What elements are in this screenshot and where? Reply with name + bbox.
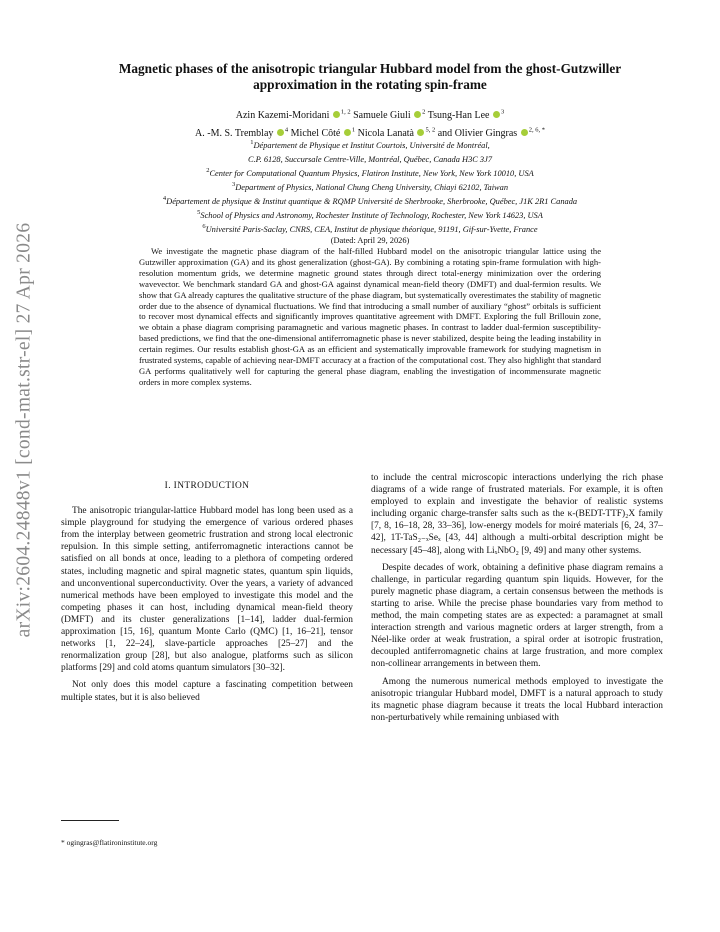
affiliation-text: School of Physics and Astronomy, Rochester Institute of Technology, Rochester, New York 14623, USA: [200, 210, 543, 220]
author-affil-marker: 1, 2: [340, 109, 351, 116]
orcid-icon[interactable]: [521, 129, 528, 136]
affiliation-marker: 3: [231, 181, 236, 188]
orcid-icon[interactable]: [417, 129, 424, 136]
orcid-icon[interactable]: [414, 111, 421, 118]
affiliation: [60, 137, 680, 151]
author-name: A. -M. S. Tremblay: [195, 127, 274, 139]
arxiv-stamp-text: arXiv:2604.24848v1 [cond-mat.str-el] 27 Apr 2026: [13, 222, 34, 638]
author-affil-marker: 4: [284, 126, 289, 134]
affiliation-marker: 1: [250, 139, 254, 146]
author: [236, 110, 353, 121]
intro-paragraph-2: Not only does this model capture a fascinating competition between multiple states, but it is also believed: [61, 680, 353, 703]
affiliation: [60, 165, 680, 179]
affiliation-marker: 6: [202, 223, 206, 230]
arxiv-stamp: [2, 210, 46, 650]
author: [353, 110, 428, 121]
affiliation: [60, 193, 680, 207]
orcid-icon[interactable]: [333, 111, 340, 118]
orcid-icon[interactable]: [344, 129, 351, 136]
author-name: Nicola Lanatà: [357, 127, 414, 139]
affiliation: [60, 221, 680, 235]
intro-paragraph-continued: to include the central microscopic interactions underlying the rich phase diagrams of a wide range of frustrated materials. For example, it is often employed to explain and investigate the behavior of realistic systems including organic charge-transfer salts such as the κ-(BEDT-TTF)₂X family [7, 8, 16–18, 28, 33–36], low-energy models for moiré materials [6, 24, 37–42], 1T-TaS₂₋ₓSeₓ [43, 44] although a multi-orbital description might be necessary [45–48], along with LiₓNbO₂ [9, 49] and many other systems.: [371, 473, 663, 556]
intro-paragraph-3: Despite decades of work, obtaining a definitive phase diagram remains a challenge, in particular regarding quantum spin liquids. However, for the purely magnetic phase diagram, a certain consensus between the methods is starting to arise. While the precise phase boundaries vary from method to method, the main competing states are as expected: a paramagnet at small interaction strength and various magnetic orders at larger strength, from a Néel-like order at weak frustration, a spiral order at isotropic frustration, decoupled antiferromagnetic chains at large frustration, and more complex non-collinear arrangements in between them.: [371, 562, 663, 670]
affiliation: [60, 179, 680, 193]
paper-title: Magnetic phases of the anisotropic triangular Hubbard model from the ghost-Gutzwiller approximation in the rotating spin-frame: [118, 61, 622, 92]
affiliation-text: Center for Computational Quantum Physics, Flatiron Institute, New York, New York 10010, USA: [209, 168, 534, 178]
right-column: [371, 472, 663, 724]
author-list: [80, 106, 660, 141]
author-affil-marker: 3: [500, 109, 505, 116]
intro-paragraph-4: Among the numerous numerical methods employed to investigate the anisotropic triangular Hubbard model, DMFT is a natural approach to study its magnetic phase diagram because it treats the local Hubbard interaction non-perturbatively while remaining unbiased with: [371, 676, 663, 723]
author-affil-marker: 1: [351, 126, 356, 134]
author-affil-marker: 2, 6, *: [528, 126, 545, 134]
author-name: Samuele Giuli: [353, 110, 411, 122]
author-affil-marker: 2: [422, 109, 426, 116]
orcid-icon[interactable]: [493, 111, 500, 118]
footnote-email: * ogingras@flatironinstitute.org: [61, 838, 158, 847]
author-line: [80, 106, 660, 123]
orcid-icon[interactable]: [277, 129, 284, 136]
affiliation: [60, 207, 680, 221]
author-affil-marker: 5, 2: [425, 126, 436, 134]
footnote-rule: [61, 820, 119, 821]
affiliation-text: Université Paris-Saclay, CNRS, CEA, Institut de physique théorique, 91191, Gif-sur-Yvette, France: [205, 224, 538, 234]
author-separator: and: [435, 127, 455, 139]
affiliation-text: Département de Physique et Institut Courtois, Université de Montréal,: [253, 140, 490, 150]
author: [428, 110, 505, 121]
affiliation-marker: 5: [197, 209, 201, 216]
affiliation: [60, 151, 680, 165]
section-heading: I. INTRODUCTION: [164, 481, 250, 491]
abstract: We investigate the magnetic phase diagram of the half-filled Hubbard model on the anisotropic triangular lattice using the Gutzwiller approximation (GA) and its ghost generalization (ghost-GA). By combining a rotating spin-frame formulation with high-resolution momentum grids, we determine magnetic ground states through direct total-energy minimization over the ordering wavevector. We benchmark standard GA and ghost-GA against dynamical mean-field theory (DMFT) and dual-fermion results. We show that GA already captures the qualitative structure of the phase diagram, but systematically overestimates the stability of magnetic order due to the absence of dynamical fluctuations. We find that introducing a small number of auxiliary “ghost” orbitals is sufficient to recover most dynamical effects and significantly improves quantitative agreement with DMFT. Exploring the full Brillouin zone, we obtain a phase diagram comprising paramagnetic and various magnetic phases. In contrast to ladder dual-fermion susceptibility-based predictions, we find that the one-dimensional antiferromagnetic phase is never stabilized, despite being the leading instability in certain regimes. Our results establish ghost-GA as an efficient and systematically improvable framework for studying magnetism in frustrated systems, capable of achieving near-DMFT accuracy at a fraction of the computational cost. They also highlight that standard GA performs qualitatively well for capturing the general phase diagram, enabling the investigation of incommensurate magnetic orders in more complex systems.: [139, 246, 601, 387]
intro-paragraph-1: The anisotropic triangular-lattice Hubbard model has long been used as a simple playground for studying the emergence of various ordered phases from the interplay between geometric frustration and strong local electronic repulsion. In this simple setting, antiferromagnetic interactions cannot be satisfied on all bonds at once, leading to a plethora of competing ordered states, including magnetic and spiral magnetic states, quantum spin liquids, and unconventional superconductivity. Over the years, a variety of advanced numerical methods have been employed to investigate this model and the competing phases it can host, including dynamical mean-field theory (DMFT) and its cluster generalizations [1–14], ladder dual-fermion approximation [15, 16], quantum Monte Carlo (QMC) [1, 16–21], tensor networks [1, 22–24], slave-particle approaches [25–27] and the renormalization group [28], but also analogue, platforms such as silicon platforms [29] and cold atoms quantum simulators [30–32].: [61, 506, 353, 674]
left-column: [61, 480, 353, 704]
affiliation-text: Département de physique & Institut quantique & RQMP Université de Sherbrooke, Sherbrooke, Québec, J1K 2R1 Canada: [166, 196, 578, 206]
dated-line: (Dated: April 29, 2026): [330, 236, 410, 245]
author-name: Azin Kazemi-Moridani: [235, 110, 330, 122]
affiliation-text: Department of Physics, National Chung Cheng University, Chiayi 62102, Taiwan: [235, 182, 509, 192]
affiliation-marker: 2: [206, 167, 210, 174]
author-name: Michel Côté: [290, 127, 341, 139]
author-name: Olivier Gingras: [454, 127, 518, 139]
affiliation-text: C.P. 6128, Succursale Centre-Ville, Montréal, Québec, Canada H3C 3J7: [247, 154, 493, 164]
affiliation-marker: 4: [162, 195, 167, 202]
author-name: Tsung-Han Lee: [427, 110, 490, 122]
affiliation-list: [60, 137, 680, 246]
